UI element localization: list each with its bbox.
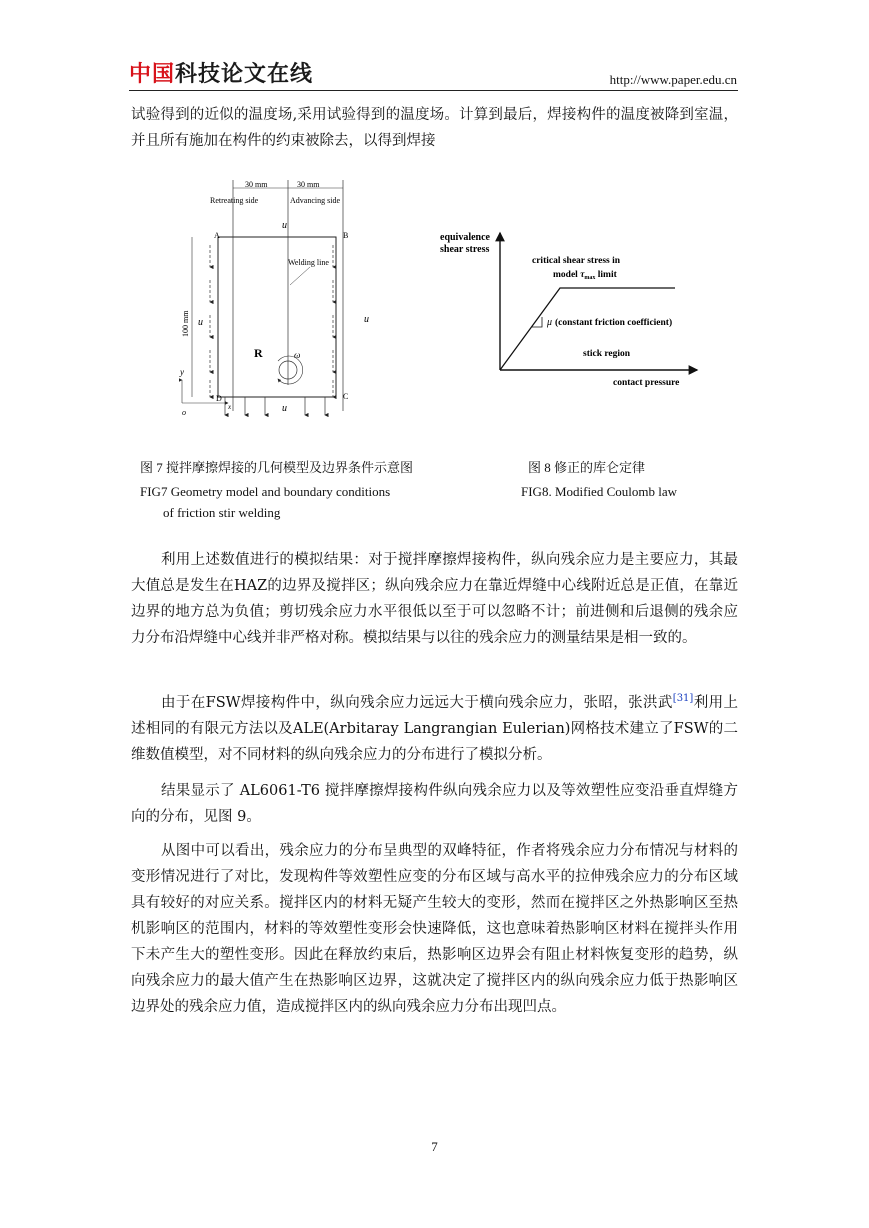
x-axis-label: x — [228, 403, 232, 411]
corner-c-label: C — [343, 392, 349, 401]
critical-line2: model $\tau_{max}$ limit — [553, 270, 617, 281]
header-url[interactable]: http://www.paper.edu.cn — [609, 72, 737, 87]
origin-label: o — [182, 408, 186, 417]
intro-paragraph: 试验得到的近似的温度场,采用试验得到的温度场。计算到最后，焊接构件的温度被降到室温，并且所有施加在构件的约束被除去，以得到焊接 — [131, 107, 738, 149]
r-label: R — [254, 346, 263, 360]
mu-symbol: μ — [547, 317, 553, 328]
height-label: 100 mm — [181, 310, 190, 337]
figure-7-caption-en1: FIG7 Geometry model and boundary conditions — [140, 484, 391, 499]
figure-8-caption-en: FIG8. Modified Coulomb law — [521, 484, 677, 499]
stick-region-label: stick region — [583, 349, 631, 359]
dim-left-label: 30 mm — [245, 180, 268, 189]
retreating-side-label: Retreating side — [210, 196, 259, 205]
figure-7-diagram — [170, 175, 385, 420]
site-logo — [129, 62, 313, 88]
logo-red-text: 中国 — [129, 62, 176, 87]
paragraph-1: 利用上述数值进行的模拟结果：对于搅拌摩擦焊接构件，纵向残余应力是主要应力，其最大值总是发生在HAZ的边界及搅拌区；纵向残余应力在靠近焊缝中心线附近总是正值，在靠近边界的地方总为负值；剪切残余应力水平很低以至于可以忽略不计；前进侧和后退侧的残余应力分布沿焊缝中心线并非严格对称。模拟结果与以往的残余应力的测量结果是相一致的。 — [131, 552, 738, 646]
advancing-side-label: Advancing side — [290, 196, 340, 205]
u-bottom-label: u — [282, 403, 287, 414]
welding-line-label: Welding line — [288, 258, 329, 267]
xlabel: contact pressure — [613, 378, 680, 388]
paragraph-4: 从图中可以看出，残余应力的分布呈典型的双峰特征，作者将残余应力分布情况与材料的变形情况进行了对比，发现构件等效塑性应变的分布区域与高水平的拉伸残余应力的分布区域具有较好的对应关系。搅拌区内的材料无疑产生较大的变形，然而在搅拌区之外热影响区至热机影响区的范围内，材料的等效塑性变形会快速降低，这也意味着热影响区材料在搅拌头作用下未产生大的塑性变形。因此在释放约束后，热影响区边界会有阻止材料恢复变形的趋势，纵向残余应力的最大值产生在热影响区边界，这就决定了搅拌区内的纵向残余应力低于热影响区边界处的残余应力值，造成搅拌区内的纵向残余应力分布出现凹点。 — [131, 843, 738, 1015]
mu-label: (constant friction coefficient) — [555, 318, 673, 328]
omega-label: ω — [294, 350, 301, 360]
figure-7-caption-cn: 图 7 搅拌摩擦焊接的几何模型及边界条件示意图 — [140, 460, 414, 475]
paragraph-2: 由于在FSW焊接构件中，纵向残余应力远远大于横向残余应力，张昭，张洪武[31]利用上述相同的有限元方法以及ALE(Arbitaray Langrangian Eulerian)网格技术建立了FSW的二维数值模型，对不同材料的纵向残余应力的分布进行了模拟分析。 — [131, 693, 738, 763]
corner-d-label: D — [216, 394, 222, 403]
ylabel-line1: equivalence — [440, 232, 490, 243]
corner-a-label: A — [214, 231, 220, 240]
paragraph-3: 结果显示了 AL6061-T6 搅拌摩擦焊接构件纵向残余应力以及等效塑性应变沿垂直焊缝方向的分布，见图 9。 — [131, 783, 738, 825]
figure-7-caption-en2: of friction stir welding — [163, 505, 281, 520]
page-number: 7 — [431, 1139, 438, 1154]
u-left-label: u — [198, 317, 203, 328]
critical-line1: critical shear stress in — [532, 256, 621, 266]
y-axis-label: y — [180, 367, 184, 377]
dim-right-label: 30 mm — [297, 180, 320, 189]
figure-8-caption-cn: 图 8 修正的库仑定律 — [528, 460, 646, 475]
u-top-label: u — [282, 220, 287, 231]
citation-31[interactable]: [31] — [672, 693, 694, 705]
header-divider — [129, 90, 738, 91]
logo-dark-text: 科技论文在线 — [175, 62, 314, 87]
corner-b-label: B — [343, 231, 349, 240]
ylabel-line2: shear stress — [440, 244, 490, 255]
u-right-label: u — [364, 314, 369, 325]
figure-8-diagram — [435, 225, 705, 390]
